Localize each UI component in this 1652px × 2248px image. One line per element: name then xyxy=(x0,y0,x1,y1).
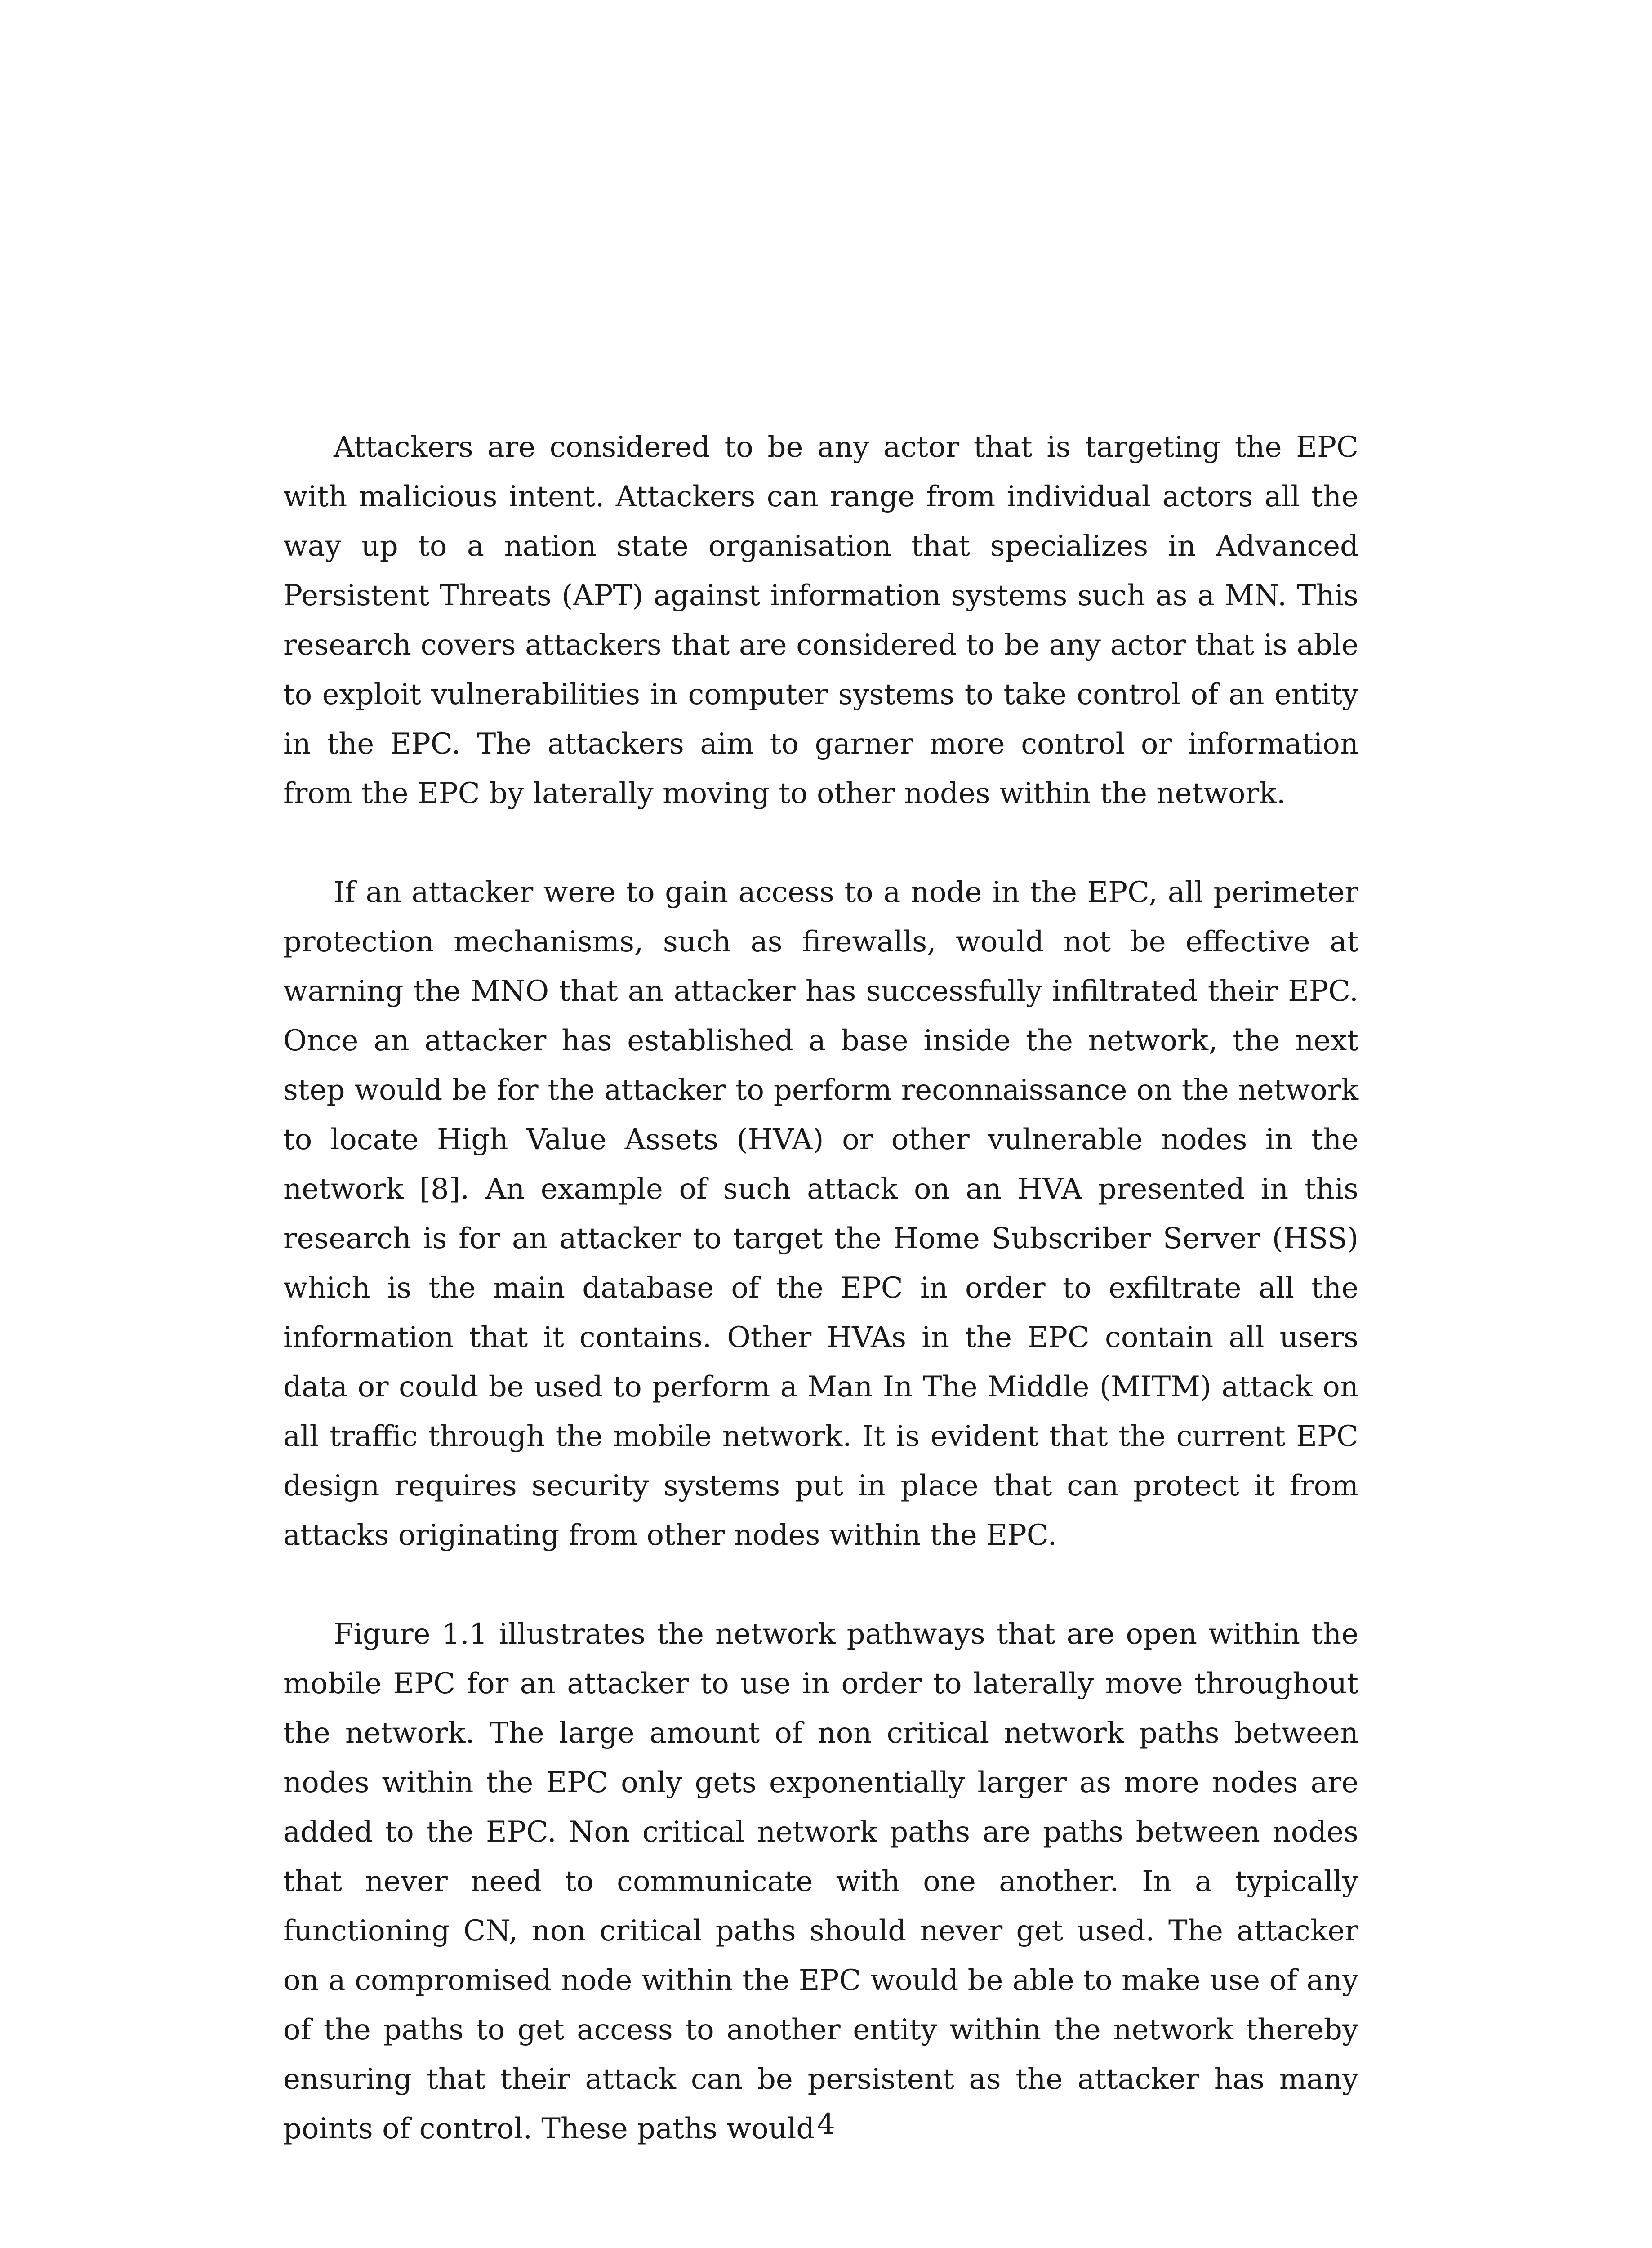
page-number: 4 xyxy=(817,2108,835,2141)
paragraph-figure-network-pathways: Figure 1.1 illustrates the network pathways that are open within the mobile EPC for an attacker to use in order to laterally move throughout the network. The large amount of non critical network paths between nodes within the EPC only gets exponentially larger as more nodes are added to the EPC. Non critical network paths are paths between nodes that never need to communicate with one another. In a typically functioning CN, non critical paths should never get used. The attacker on a compromised node within the EPC would be able to make use of any of the paths to get access to another entity within the network thereby ensuring that their attack can be persistent as the attacker has many points of control. These paths would xyxy=(283,1618,1358,2145)
paragraph-attacker-access: If an attacker were to gain access to a node in the EPC, all perimeter protection mechanisms, such as firewalls, would not be effective at warning the MNO that an attacker has successfully infiltrated their EPC. Once an attacker has established a base inside the network, the next step would be for the attacker to perform reconnaissance on the network to locate High Value Assets (HVA) or other vulnerable nodes in the network [8]. An example of such attack on an HVA presented in this research is for an attacker to target the Home Subscriber Server (HSS) which is the main database of the EPC in order to exfiltrate all the information that it contains. Other HVAs in the EPC contain all users data or could be used to perform a Man In The Middle (MITM) attack on all traffic through the mobile network. It is evident that the current EPC design requires security systems put in place that can protect it from attacks originating from other nodes within the EPC. xyxy=(283,876,1358,1552)
body-text xyxy=(283,423,1358,2154)
paragraph-attackers-definition: Attackers are considered to be any actor that is targeting the EPC with malicious intent. Attackers can range from individual actors all the way up to a nation state organisation that specializes in Advanced Persistent Threats (APT) against information systems such as a MN. This research covers attackers that are considered to be any actor that is able to exploit vulnerabilities in computer systems to take control of an entity in the EPC. The attackers aim to garner more control or information from the EPC by laterally moving to other nodes within the network. xyxy=(283,431,1358,810)
